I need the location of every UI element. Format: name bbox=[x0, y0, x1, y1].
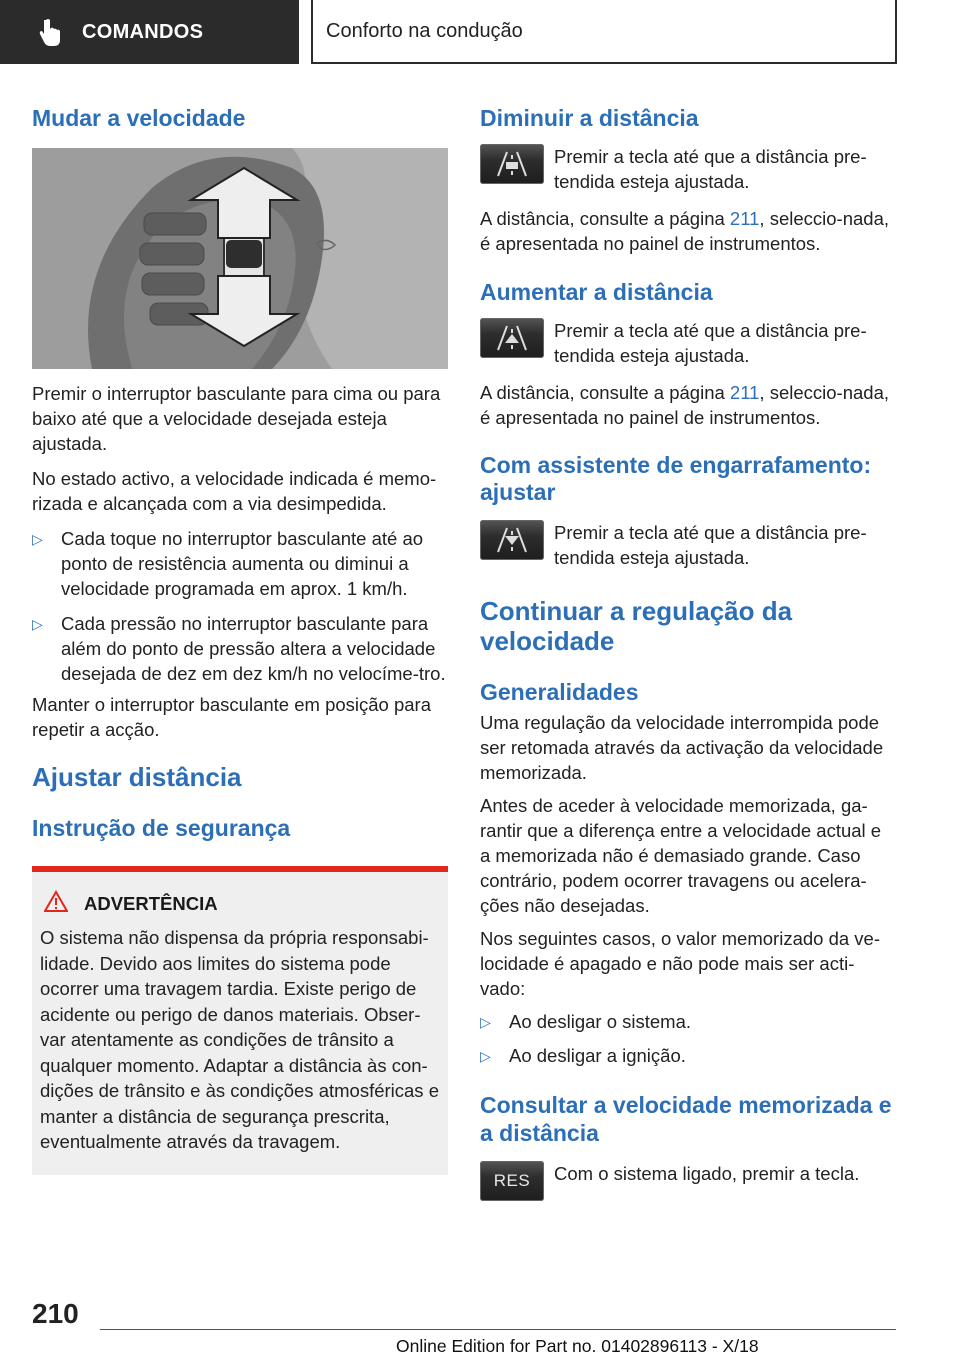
heading-increase-distance: Aumentar a distância bbox=[480, 279, 713, 305]
paragraph-rocker-switch: Premir o interruptor basculante para cima ou para baixo até que a velocidade desejada esteja ajustada. bbox=[32, 383, 441, 454]
footer-edition: Online Edition for Part no. 01402896113 - X/18 bbox=[396, 1336, 759, 1356]
heading-decrease-distance: Diminuir a distância bbox=[480, 105, 699, 131]
page-link[interactable]: 211 bbox=[729, 208, 760, 229]
heading-adjust-distance: Ajustar distância bbox=[32, 762, 242, 792]
general-paragraph-2: Antes de aceder à velocidade memorizada, ga‐rantir que a diferença entre a velocidade actual e a memorizada não é demasiado grande. Caso contrário, podem ocorrer travagens ou acelera‐ções não desejadas. bbox=[480, 795, 882, 916]
list-item bbox=[32, 611, 448, 686]
list-item-text: Ao desligar o sistema. bbox=[509, 1011, 692, 1032]
increase-note: A distância, consulte a página 211, seleccio‐nada, é apresentada no painel de instrumentos. bbox=[480, 382, 889, 428]
general-paragraph-3: Nos seguintes casos, o valor memorizado da ve‐locidade é apagado e não pode mais ser acti‐vado: bbox=[480, 928, 880, 999]
list-item-text: Cada pressão no interruptor basculante para além do ponto de pressão altera a velocidade desejada de dez em dez km/h no velocíme‐tro. bbox=[61, 613, 446, 684]
distance-decrease-button-icon bbox=[480, 144, 544, 184]
increase-distance-row bbox=[480, 318, 896, 368]
steering-wheel-rocker-switch-image bbox=[32, 148, 448, 369]
heading-traffic-jam-assistant: Com assistente de engarrafamento: ajustar bbox=[480, 452, 872, 505]
decrease-instruction: Premir a tecla até que a distância pre‐tendida esteja ajustada. bbox=[554, 146, 867, 192]
paragraph-hold-switch: Manter o interruptor basculante em posição para repetir a acção. bbox=[32, 694, 431, 740]
increase-instruction: Premir a tecla até que a distância pre‐tendida esteja ajustada. bbox=[554, 320, 867, 366]
traffic-assistant-button-icon bbox=[480, 520, 544, 560]
bullet-triangle-icon: ▷ bbox=[480, 1048, 491, 1064]
res-row bbox=[480, 1161, 896, 1201]
chapter-label: COMANDOS bbox=[82, 20, 204, 43]
heading-continue-speed-control: Continuar a regulação da velocidade bbox=[480, 596, 793, 656]
traffic-assistant-instruction: Premir a tecla até que a distância pre‐tendida esteja ajustada. bbox=[554, 522, 867, 568]
distance-increase-button-icon bbox=[480, 318, 544, 358]
list-item bbox=[480, 1043, 896, 1069]
heading-change-speed: Mudar a velocidade bbox=[32, 105, 246, 131]
decrease-distance-row bbox=[480, 144, 896, 194]
general-paragraph-1: Uma regulação da velocidade interrompida pode ser retomada através da activação da velocidade memorizada. bbox=[480, 712, 884, 783]
right-column bbox=[480, 100, 896, 1201]
warning-title bbox=[40, 890, 440, 917]
list-item bbox=[480, 1009, 896, 1035]
res-button-icon bbox=[480, 1161, 544, 1201]
list-item-text: Ao desligar a ignição. bbox=[509, 1045, 686, 1066]
bullet-triangle-icon: ▷ bbox=[480, 1014, 491, 1030]
bullet-triangle-icon: ▷ bbox=[32, 531, 43, 547]
page-link[interactable]: 211 bbox=[729, 382, 760, 403]
warning-box bbox=[32, 866, 448, 1175]
left-column bbox=[32, 100, 448, 1175]
warning-title-text: ADVERTÊNCIA bbox=[84, 892, 218, 914]
decrease-note: A distância, consulte a página 211, seleccio‐nada, é apresentada no painel de instrumentos. bbox=[480, 208, 889, 254]
list-item bbox=[32, 526, 448, 601]
section-title: Conforto na condução bbox=[311, 0, 897, 64]
list-item-text: Cada toque no interruptor basculante até ao ponto de resistência aumenta ou diminui a velocidade programada em aprox. 1 km/h. bbox=[61, 528, 424, 599]
heading-consult-memorized: Consultar a velocidade memorizada e a distância bbox=[480, 1092, 892, 1146]
warning-text: O sistema não dispensa da própria responsabi‐lidade. Devido aos limites do sistema pode ocorrer uma travagem tardia. Existe perigo de acidente ou perigo de danos materiais. Obser‐var atentamente as condições de trânsito a qualquer momento. Adaptar a distância às con‐dições de trânsito e às condições atmosféricas e manter a distância de segurança prescrita, eventualmente através da travagem. bbox=[40, 927, 439, 1152]
res-label: RES bbox=[493, 1171, 531, 1190]
traffic-assistant-row bbox=[480, 520, 896, 570]
footer-divider bbox=[100, 1329, 896, 1330]
page-number: 210 bbox=[32, 1298, 79, 1329]
consult-instruction: Com o sistema ligado, premir a tecla. bbox=[554, 1163, 860, 1184]
chapter-tab bbox=[0, 0, 299, 64]
hand-pointer-icon bbox=[38, 17, 68, 47]
warning-triangle-icon bbox=[44, 890, 70, 917]
heading-safety-instruction: Instrução de segurança bbox=[32, 815, 291, 841]
bullet-triangle-icon: ▷ bbox=[32, 616, 43, 632]
heading-general: Generalidades bbox=[480, 679, 639, 705]
paragraph-active-state: No estado activo, a velocidade indicada é memo‐rizada e alcançada com a via desimpedida. bbox=[32, 468, 437, 514]
